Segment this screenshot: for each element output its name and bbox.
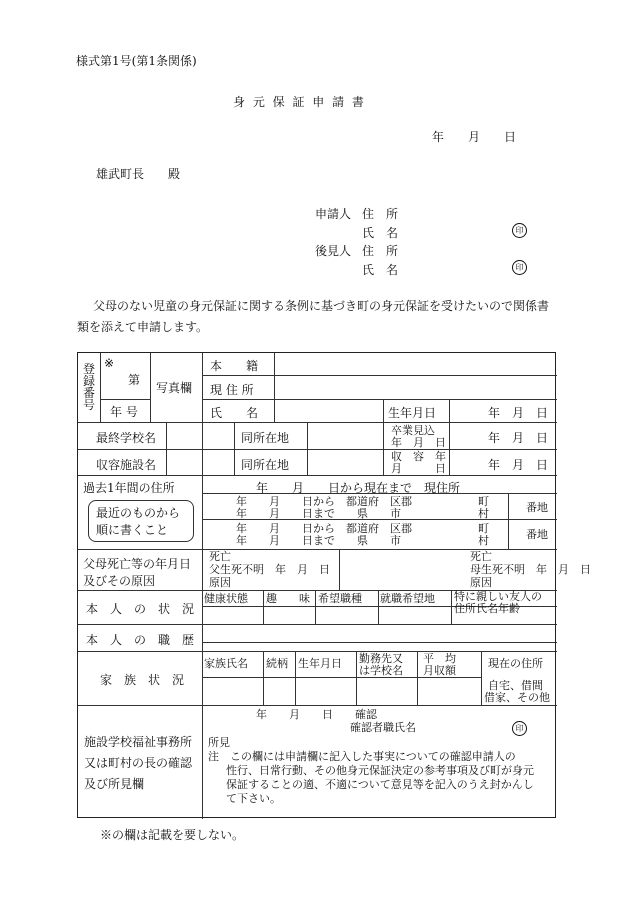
death-label-1: 父母死亡等の年月日 — [83, 557, 192, 571]
guardian-name-label: 氏 名 — [362, 263, 399, 277]
past-row2-from: 年 月 日から 都道府 区郡 — [236, 522, 412, 535]
admission-ymd: 年 月 日 — [488, 458, 549, 472]
past-row2-machi: 町 — [478, 522, 489, 535]
past-row1-machi: 町 — [478, 495, 489, 508]
school-location-label: 同所在地 — [241, 431, 290, 445]
workplace-label-2: は学校名 — [359, 664, 403, 677]
applicant-address-label: 住 所 — [362, 207, 399, 221]
income-label-2: 月収額 — [423, 664, 456, 677]
name-label: 氏 名 — [210, 406, 259, 420]
honseki-label: 本 籍 — [210, 359, 259, 373]
birthdate-label: 生年月日 — [388, 406, 437, 420]
registration-number-label: 登録番号 — [82, 362, 95, 412]
mother-cause: 原因 — [470, 576, 492, 589]
admission-label-2: 月 日 — [391, 462, 446, 475]
death-label-2: 及びその原因 — [83, 574, 156, 588]
note-line-2: 性行、日常行動、その他身元保証決定の参考事項及び町が身元 — [226, 764, 534, 777]
confirmer-seal-icon: 印 — [512, 721, 527, 736]
photo-field-label: 写真欄 — [156, 381, 193, 395]
father-unknown: 父生死不明 年 月 日 — [209, 563, 330, 576]
mother-death: 死亡 — [470, 550, 492, 563]
wish-job-label: 希望職種 — [318, 592, 362, 605]
graduation-label-1: 卒業見込 — [391, 424, 435, 437]
confirmation-label-2: 又は町村の長の確認 — [84, 756, 193, 770]
birthdate-ymd: 年 月 日 — [488, 406, 549, 420]
workplace-label-1: 勤務先又 — [359, 652, 403, 665]
last-school-label: 最終学校名 — [96, 431, 157, 445]
family-status-label: 家 族 状 況 — [100, 673, 185, 687]
family-name-label: 家族氏名 — [204, 657, 248, 670]
career-label: 本 人 の 職 歴 — [86, 633, 195, 647]
note-line-4: て下さい。 — [226, 792, 281, 805]
applicant-label: 申請人 — [315, 207, 352, 221]
past-row2-mura: 村 — [478, 534, 489, 547]
past-row1-to: 年 月 日まで 県 市 — [236, 507, 401, 520]
applicant-name-label: 氏 名 — [362, 226, 399, 240]
addressee: 雄武町長 殿 — [96, 167, 181, 181]
application-form-table — [77, 352, 591, 818]
guardian-seal-icon: 印 — [512, 260, 527, 275]
personal-status-label: 本 人 の 状 況 — [86, 602, 195, 616]
past-row1-from: 年 月 日から 都道府 区郡 — [236, 495, 412, 508]
residence-label: 現在の住所 — [488, 657, 543, 670]
current-address-label: 現 住 所 — [210, 383, 254, 397]
wish-place-label: 就職希望地 — [380, 592, 435, 605]
date-line: 年 月 日 — [432, 130, 517, 144]
confirmer-name-label: 確認者職氏名 — [350, 721, 416, 734]
recent-note-1: 最近のものから — [96, 506, 181, 520]
guardian-label: 後見人 — [315, 244, 352, 258]
residence-option-2: 借家、その他 — [484, 691, 550, 704]
health-label: 健康状態 — [204, 592, 248, 605]
mother-unknown: 母生死不明 年 月 日 — [470, 563, 591, 576]
recent-note-2: 順に書くこと — [96, 523, 169, 537]
confirmation-label-1: 施設学校福祉事務所 — [84, 735, 193, 749]
intro-line-1: 父母のない児童の身元保証に関する条例に基づき町の身元保証を受けたいので関係書 — [93, 299, 550, 313]
registration-year-number: 年 号 — [110, 405, 138, 419]
form-number: 様式第1号(第1条関係) — [76, 54, 197, 68]
past-row2-to: 年 月 日まで 県 市 — [236, 534, 401, 547]
facility-name-label: 収容施設名 — [96, 458, 157, 472]
hobby-label: 趣 味 — [266, 592, 310, 605]
not-required-mark: ※ — [104, 356, 115, 370]
confirmation-label-3: 及び所見欄 — [84, 777, 145, 791]
opinion-label: 所見 — [208, 736, 230, 749]
past-address-header: 年 月 日から現在まで 現住所 — [256, 481, 461, 495]
note-line-1: 注 この欄には申請欄に記入した事実についての確認申請人の — [208, 750, 516, 763]
footnote: ※の欄は記載を要しない。 — [100, 828, 245, 842]
past-address-label: 過去1年間の住所 — [83, 481, 175, 495]
guardian-address-label: 住 所 — [362, 244, 399, 258]
father-death: 死亡 — [209, 550, 231, 563]
applicant-seal-icon: 印 — [512, 223, 527, 238]
friend-label-1: 特に親しい友人の — [454, 590, 542, 603]
past-row1-mura: 村 — [478, 507, 489, 520]
family-birthdate-label: 生年月日 — [298, 657, 342, 670]
father-cause: 原因 — [209, 576, 231, 589]
intro-line-2: 類を添えて申請します。 — [77, 320, 209, 334]
document-title: 身 元 保 証 申 請 書 — [233, 95, 366, 109]
past-row1-banchi: 番地 — [526, 501, 548, 514]
confirmation-date: 年 月 日 確認 — [256, 708, 377, 721]
residence-option-1: 自宅、借間 — [488, 679, 543, 692]
facility-location-label: 同所在地 — [241, 458, 290, 472]
note-line-3: 保証することの適、不適について意見等を記入のうえ封かんし — [226, 778, 534, 791]
admission-label-1: 収 容 年 — [391, 450, 446, 463]
income-label-1: 平 均 — [423, 652, 456, 665]
graduation-label-2: 年 月 日 — [391, 436, 446, 449]
past-row2-banchi: 番地 — [526, 528, 548, 541]
registration-dai: 第 — [128, 373, 141, 387]
graduation-ymd: 年 月 日 — [488, 431, 549, 445]
relation-label: 続柄 — [266, 657, 288, 670]
friend-label-2: 住所氏名年齢 — [454, 602, 520, 615]
